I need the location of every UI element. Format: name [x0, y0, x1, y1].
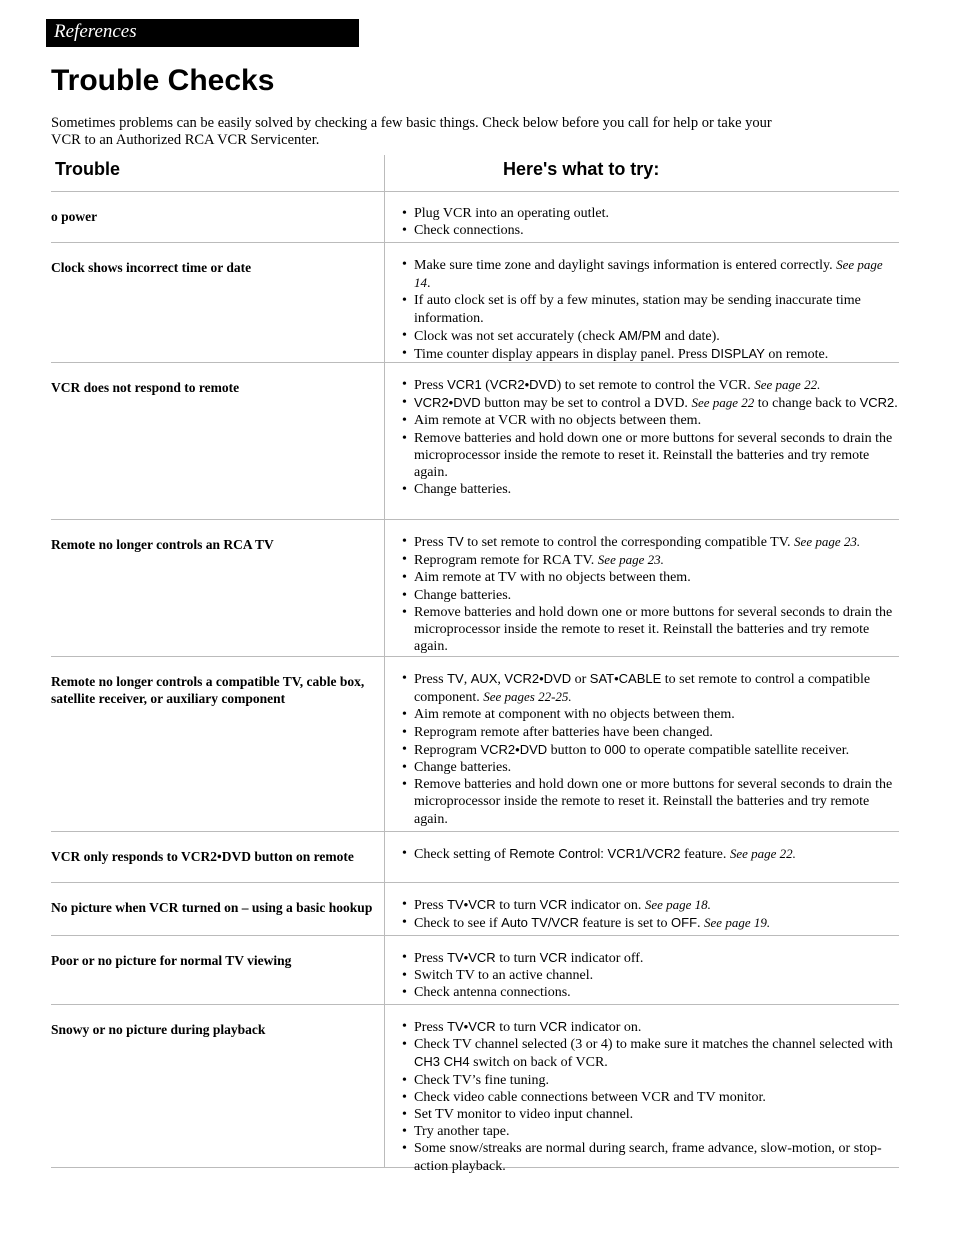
solution-item — [402, 1123, 898, 1140]
solution-item — [402, 1140, 898, 1174]
solution-text: to change back to — [754, 396, 860, 412]
column-divider — [384, 363, 385, 519]
solution-text: Check to see if — [414, 916, 502, 932]
solution-text: Press — [414, 378, 448, 393]
column-divider — [384, 832, 385, 882]
solution-text: Aim remote at VCR with no objects between them. — [414, 413, 702, 429]
control-name: Remote Control: VCR1/VCR2 — [509, 846, 681, 861]
solution-text: to turn — [495, 1020, 540, 1035]
trouble-cell: o power — [51, 209, 98, 224]
solution-text: Reprogram remote after batteries have been changed. — [414, 724, 713, 740]
solution-text: Check antenna connections. — [414, 985, 571, 1001]
solution-text: feature. — [680, 847, 730, 862]
solution-text: Aim remote at TV with no objects between them. — [414, 570, 691, 586]
table-row — [51, 936, 899, 1005]
solution-text: indicator on. — [567, 1020, 642, 1035]
trouble-cell: Clock shows incorrect time or date — [51, 260, 252, 275]
solution-text: Make sure time zone and daylight savings information is entered correctly. — [414, 258, 837, 273]
page-reference: See page 18. — [644, 897, 711, 912]
control-name: CH3 CH4 — [414, 1054, 470, 1070]
trouble-table — [51, 155, 899, 1174]
control-name: VCR2•DVD — [414, 395, 481, 411]
column-divider — [384, 657, 385, 831]
table-row — [51, 1005, 899, 1174]
solution-text: to set remote to control the corresponding compatible TV. — [463, 535, 795, 550]
solution-item — [402, 984, 898, 1001]
trouble-cell: Snowy or no picture during playback — [51, 1022, 266, 1037]
trouble-cell: No picture when VCR turned on – using a basic hookup — [51, 900, 373, 915]
solution-text: . — [894, 396, 898, 412]
solution-text: to set remote to control a compatible component. — [414, 672, 871, 706]
trouble-cell: Poor or no picture for normal TV viewing — [51, 953, 292, 968]
solution-item — [402, 587, 898, 604]
solution-text: Press — [414, 1020, 448, 1035]
solution-text: Check connections. — [414, 223, 524, 239]
table-row — [51, 243, 899, 363]
control-name: Auto TV/VCR — [501, 915, 579, 931]
solution-item — [402, 759, 898, 776]
solution-item — [402, 776, 898, 828]
control-name: OFF — [671, 915, 698, 931]
table-row — [51, 192, 899, 243]
solution-list — [402, 670, 898, 828]
page-title: Trouble Checks — [51, 64, 275, 97]
control-name: VCR2 — [859, 395, 895, 411]
solution-text: ) to set remote to control the VCR. — [556, 378, 755, 393]
solution-text: Press — [414, 951, 448, 966]
solution-item — [402, 205, 898, 222]
solution-list — [402, 845, 898, 863]
control-name: TV•VCR — [447, 950, 496, 965]
solution-list — [402, 256, 898, 363]
solution-item — [402, 551, 898, 569]
solution-text: Remove batteries and hold down one or more buttons for several seconds to drain the microprocessor inside the remote to reset it. Reinstall the batteries and try remote again. — [414, 604, 893, 655]
solution-item — [402, 569, 898, 586]
solution-text: Change batteries. — [414, 760, 512, 776]
solution-list — [402, 896, 898, 932]
solution-text: Check TV channel selected (3 or 4) to make sure it matches the channel selected with — [414, 1037, 893, 1053]
solution-item — [402, 481, 898, 498]
solution-list — [402, 376, 898, 498]
column-divider — [384, 520, 385, 656]
solution-text: Remove batteries and hold down one or more buttons for several seconds to drain the microprocessor inside the remote to reset it. Reinstall the batteries and try remote again. — [414, 777, 893, 827]
solution-item — [402, 724, 898, 741]
control-name: VCR2•DVD — [504, 671, 572, 686]
solution-text: on remote. — [764, 347, 829, 363]
trouble-cell: Remote no longer controls an RCA TV — [51, 537, 274, 552]
page-reference: See page 23. — [597, 552, 664, 568]
page-reference: See page 19. — [704, 915, 771, 931]
section-header-bar — [46, 19, 359, 47]
control-name: VCR2•DVD — [489, 377, 557, 392]
table-row — [51, 832, 899, 883]
solution-item — [402, 706, 898, 723]
solution-text: , — [463, 672, 471, 687]
solution-text: Change batteries. — [414, 482, 512, 498]
column-divider — [384, 1005, 385, 1167]
control-name: VCR1 — [447, 377, 482, 392]
trouble-cell: Remote no longer controls a compatible TV, cable box, satellite receiver, or auxiliary component — [51, 674, 365, 706]
trouble-cell: VCR only responds to VCR2•DVD button on remote — [51, 849, 354, 864]
solution-text: Check TV’s fine tuning. — [414, 1072, 550, 1088]
page-reference: See page 23. — [794, 534, 861, 549]
solution-item — [402, 327, 898, 345]
control-name: VCR — [539, 950, 568, 965]
solution-text: button to — [547, 742, 605, 758]
solution-text: Press — [414, 898, 448, 913]
solution-item — [402, 1036, 898, 1071]
solution-item — [402, 604, 898, 656]
solution-list — [402, 205, 898, 239]
control-name: 000 — [604, 741, 627, 757]
column-header-what-to-try: Here's what to try: — [503, 159, 660, 179]
solution-text: Set TV monitor to video input channel. — [414, 1107, 634, 1123]
solution-text: Remove batteries and hold down one or more buttons for several seconds to drain the microprocessor inside the remote to reset it. Reinstall the batteries and try remote again. — [414, 430, 893, 481]
control-name: SAT•CABLE — [589, 671, 662, 686]
solution-text: If auto clock set is off by a few minutes, station may be sending inaccurate time information. — [414, 293, 861, 326]
solution-text: Reprogram — [414, 742, 481, 758]
solution-item — [402, 292, 898, 326]
solution-item — [402, 967, 898, 984]
trouble-cell: VCR does not respond to remote — [51, 380, 240, 395]
solution-text: Aim remote at component with no objects between them. — [414, 707, 735, 723]
table-header — [51, 155, 899, 192]
solution-text: Time counter display appears in display panel. Press — [414, 347, 711, 363]
control-name: VCR2•DVD — [480, 741, 548, 757]
solution-item — [402, 222, 898, 239]
column-header-trouble: Trouble — [55, 159, 121, 179]
control-name: AUX — [470, 671, 498, 686]
solution-item — [402, 256, 898, 292]
solution-item — [402, 345, 898, 363]
solution-item — [402, 896, 898, 914]
solution-item — [402, 1106, 898, 1123]
solution-text: to turn — [495, 898, 540, 913]
column-divider — [384, 243, 385, 362]
control-name: TV — [447, 671, 464, 686]
solution-text: and date). — [661, 328, 720, 344]
solution-text: to turn — [495, 951, 540, 966]
control-name: AM/PM — [618, 327, 662, 343]
solution-text: ( — [481, 378, 490, 393]
solution-text: Reprogram remote for RCA TV. — [414, 553, 598, 569]
solution-text: Try another tape. — [414, 1124, 510, 1140]
solution-list — [402, 1018, 898, 1175]
column-divider — [384, 192, 385, 242]
solution-text: Press — [414, 672, 448, 687]
solution-text: Check setting of — [414, 847, 510, 862]
solution-item — [402, 430, 898, 482]
solution-text: , — [497, 672, 505, 687]
solution-text: Press — [414, 535, 448, 550]
control-name: TV — [447, 534, 464, 549]
solution-item — [402, 914, 898, 932]
table-row — [51, 520, 899, 657]
table-row — [51, 883, 899, 936]
table-row — [51, 657, 899, 832]
page-reference: See page 22 — [691, 395, 755, 411]
page-reference: See page 22. — [729, 846, 796, 861]
solution-item — [402, 412, 898, 429]
solution-item — [402, 1072, 898, 1089]
solution-text: Check video cable connections between VCR and TV monitor. — [414, 1089, 766, 1105]
solution-text: Clock was not set accurately (check — [414, 328, 619, 344]
page-reference: See page 22. — [754, 377, 821, 392]
solution-text: Plug VCR into an operating outlet. — [414, 206, 609, 221]
solution-item — [402, 394, 898, 412]
page-reference: See pages 22-25. — [483, 689, 572, 705]
solution-text: button may be set to control a DVD. — [480, 396, 692, 412]
solution-text: feature is set to — [578, 916, 672, 932]
solution-text: switch on back of VCR. — [469, 1055, 608, 1071]
solution-text: indicator off. — [567, 951, 644, 966]
solution-item — [402, 845, 898, 863]
solution-text: Switch TV to an active channel. — [414, 968, 594, 984]
solution-item — [402, 376, 898, 394]
solution-item — [402, 1089, 898, 1106]
page-reference: See page 14 — [414, 257, 883, 291]
solution-item — [402, 1018, 898, 1036]
solution-item — [402, 741, 898, 759]
control-name: TV•VCR — [447, 897, 496, 912]
solution-list — [402, 949, 898, 1002]
section-label: References — [54, 21, 137, 42]
column-divider — [384, 155, 385, 191]
table-row — [51, 363, 899, 520]
control-name: DISPLAY — [710, 346, 765, 362]
solution-text: Some snow/streaks are normal during search, frame advance, slow-motion, or stop-action playback. — [414, 1141, 882, 1174]
column-divider — [384, 936, 385, 1004]
solution-text: or — [571, 672, 590, 687]
table-body — [51, 192, 899, 1174]
solution-list — [402, 533, 898, 655]
control-name: TV•VCR — [447, 1019, 496, 1034]
solution-text: . — [427, 276, 431, 292]
solution-text: . — [697, 916, 705, 932]
solution-text: to operate compatible satellite receiver. — [626, 742, 850, 758]
intro-paragraph: Sometimes problems can be easily solved by checking a few basic things. Check below before you call for help or take your VCR to an Authorized RCA VCR Servicenter. — [51, 115, 772, 148]
control-name: VCR — [539, 1019, 568, 1034]
column-divider — [384, 883, 385, 935]
solution-text: indicator on. — [567, 898, 645, 913]
solution-item — [402, 533, 898, 551]
solution-item — [402, 670, 898, 706]
control-name: VCR — [539, 897, 568, 912]
solution-item — [402, 949, 898, 967]
solution-text: Change batteries. — [414, 587, 512, 603]
